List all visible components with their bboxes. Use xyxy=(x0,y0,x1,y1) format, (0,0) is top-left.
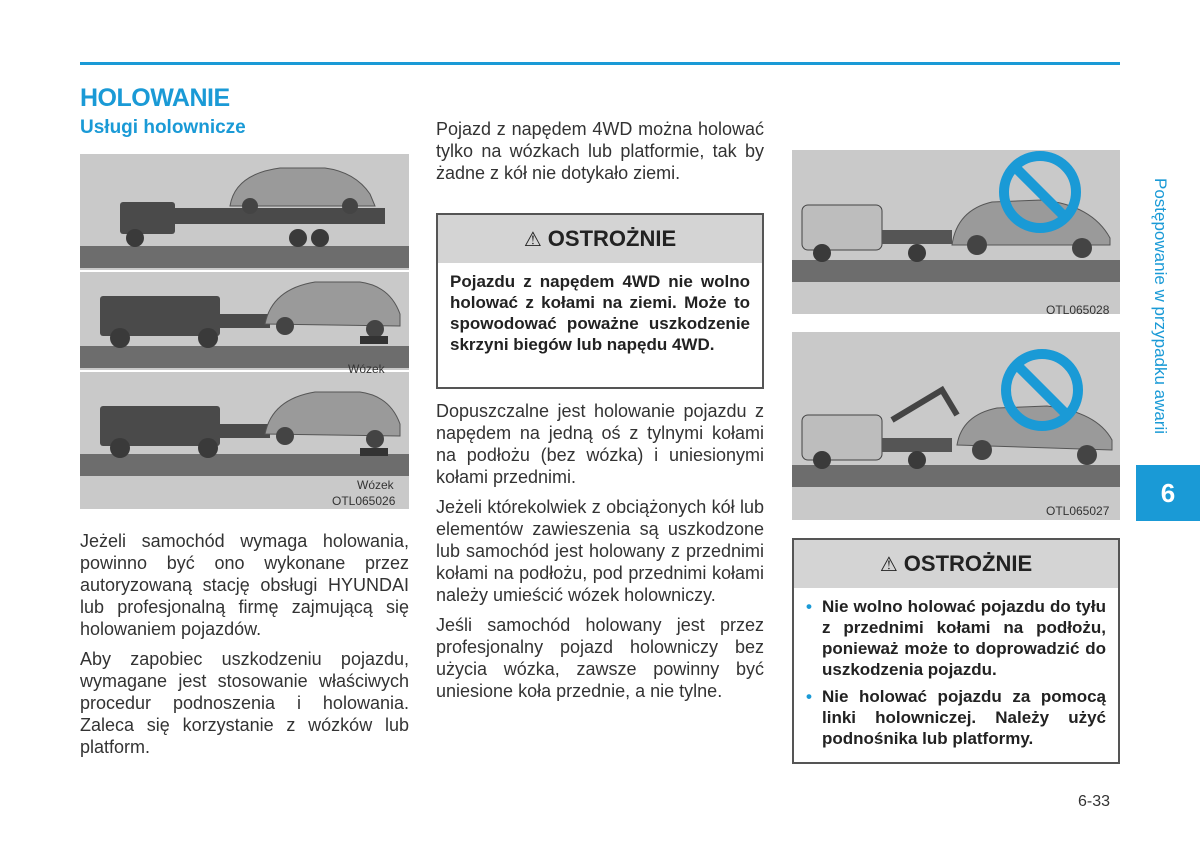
caution-body: Pojazdu z napędem 4WD nie wolno holować z kołami na ziemi. Może to spowodować poważne uszkodzenie skrzyni biegów lub napędu 4WD. xyxy=(450,272,750,354)
chapter-number-tab: 6 xyxy=(1136,465,1200,521)
column-1-text xyxy=(80,530,409,766)
caution-box-towing xyxy=(792,538,1120,764)
prohibited-towing-illustration xyxy=(792,120,1120,520)
caution-box-4wd xyxy=(436,213,764,389)
bullet-icon: • xyxy=(806,597,812,616)
paragraph: Jeżeli samochód wymaga holowania, powinno być ono wykonane przez autoryzowaną stację obsługi HYUNDAI lub profesjonalną firmę zajmującą się holowaniem pojazdów. xyxy=(80,531,409,639)
chapter-title: Postępowanie w przypadku awarii xyxy=(1151,178,1170,435)
prohibited-towing-figure xyxy=(792,120,1120,520)
page-title: HOLOWANIE xyxy=(80,84,230,112)
section-subtitle: Usługi holownicze xyxy=(80,117,246,138)
figure-code: OTL065026 xyxy=(332,494,396,508)
dolly-label-2: Wózek xyxy=(357,478,394,492)
figure-code-bottom: OTL065027 xyxy=(1046,504,1110,518)
list-item xyxy=(806,686,1106,749)
dolly-label-1: Wózek xyxy=(348,362,385,376)
paragraph: Jeśli samochód holowany jest przez profesjonalny pojazd holowniczy bez użycia wózka, zawsze powinny być uniesione koła przednie, a nie tylne. xyxy=(436,615,764,701)
header-rule xyxy=(80,62,1120,65)
caution-header xyxy=(438,215,762,263)
caution-list xyxy=(806,596,1106,749)
caution-title: OSTROŻNIE xyxy=(547,226,677,251)
paragraph: Dopuszczalne jest holowanie pojazdu z napędem na jedną oś z tylnymi kołami na podłożu (bez wózka) i uniesionymi kołami przednimi. xyxy=(436,401,764,487)
paragraph: Aby zapobiec uszkodzeniu pojazdu, wymagane jest stosowanie właściwych procedur podnoszenia i holowania. Zaleca się korzystanie z wózków lub platform. xyxy=(80,649,409,757)
bullet-icon: • xyxy=(806,687,812,706)
figure-code-top: OTL065028 xyxy=(1046,303,1110,317)
paragraph: Jeżeli którekolwiek z obciążonych kół lub elementów zawieszenia są uszkodzone lub samochód jest holowany z przednimi kołami na podłożu, pod przednimi kołami należy umieścić wózek holowniczy. xyxy=(436,497,764,605)
warning-triangle-icon: ⚠ xyxy=(879,553,898,576)
caution-title: OSTROŻNIE xyxy=(903,551,1033,576)
towing-methods-illustration xyxy=(80,154,409,509)
caution-body xyxy=(794,588,1118,765)
chapter-title-vertical xyxy=(1150,178,1180,458)
caution-item-text: Nie wolno holować pojazdu do tyłu z przednimi kołami na podłożu, ponieważ może to doprowadzić do uszkodzenia pojazdu. xyxy=(822,597,1106,679)
towing-methods-figure xyxy=(80,154,409,509)
page-number: 6-33 xyxy=(1078,793,1111,810)
paragraph: Pojazd z napędem 4WD można holować tylko na wózkach lub platformie, tak by żadne z kół nie dotykało ziemi. xyxy=(436,119,764,183)
warning-triangle-icon: ⚠ xyxy=(523,228,542,251)
caution-item-text: Nie holować pojazdu za pomocą linki holowniczej. Należy użyć podnośnika lub platformy. xyxy=(822,687,1106,748)
list-item xyxy=(806,596,1106,680)
column-2-intro xyxy=(436,118,764,192)
caution-header xyxy=(794,540,1118,588)
column-2-text xyxy=(436,400,764,710)
